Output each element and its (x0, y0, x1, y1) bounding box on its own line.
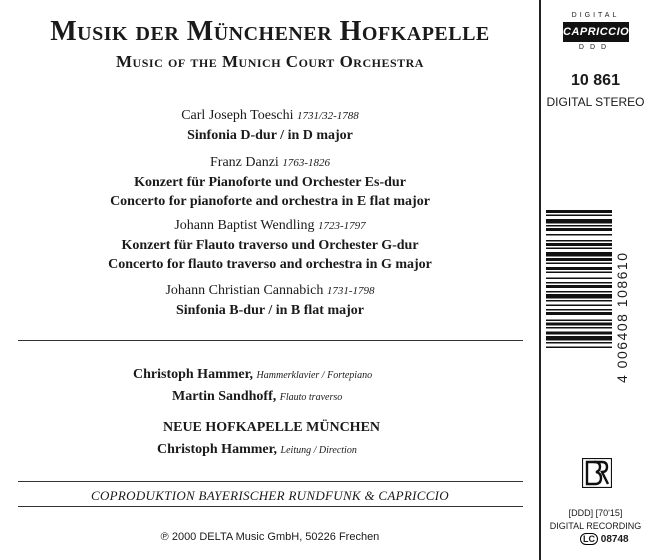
composer-dates: 1723-1797 (318, 220, 366, 232)
barcode-bar (546, 282, 612, 284)
performer-name: Martin Sandhoff, (172, 389, 277, 404)
barcode-bar (546, 300, 612, 302)
performer-name: Christoph Hammer, (133, 367, 254, 382)
barcode-bar (546, 332, 612, 335)
work-title: Konzert für Pianoforte und Orchester Es-dur (134, 175, 406, 190)
composer-dates: 1731-1798 (326, 285, 375, 297)
ensemble-name: NEUE HOFKAPELLE MÜNCHEN (163, 420, 381, 435)
barcode-bar (546, 272, 612, 274)
barcode-bar (546, 228, 612, 231)
barcode-bar (546, 320, 612, 322)
composer-name: Johann Christian Cannabich (165, 283, 324, 298)
barcode-bar (546, 278, 612, 280)
ddd-label: DDD (578, 44, 613, 51)
barcode-bar (546, 258, 612, 261)
barcode-bar (546, 234, 612, 236)
divider (18, 340, 523, 341)
performer-line (133, 365, 372, 385)
work-block (0, 153, 540, 211)
composer-name: Johann Baptist Wendling (174, 218, 315, 233)
barcode-bar (546, 252, 612, 257)
copyright-notice: ℗ 2000 DELTA Music GmbH, 50226 Frechen (160, 531, 380, 543)
album-title: Musik der Münchener Hofkapelle (50, 16, 490, 47)
ddd-time-label: [DDD] [70'15] (568, 508, 623, 518)
barcode-bar (546, 323, 612, 326)
work-title-en: Concerto for flauto traverso and orchestra in G major (108, 257, 432, 272)
barcode-bar (546, 285, 612, 288)
performer-line (172, 387, 342, 407)
barcode-bar (546, 225, 612, 227)
digital-label: DIGITAL (571, 12, 620, 19)
barcode-bar (546, 336, 612, 341)
barcode-number: 4 006408 108610 (614, 251, 630, 383)
barcode-bar (546, 219, 612, 224)
digital-recording-label: DIGITAL RECORDING (549, 521, 642, 531)
divider (18, 481, 523, 482)
work-block (0, 216, 540, 274)
barcode-bar (546, 215, 612, 217)
work-title-en: Concerto for pianoforte and orchestra in E flat major (110, 194, 430, 209)
conductor-line (157, 440, 357, 460)
work-title: Sinfonia B-dur / in B flat major (176, 303, 364, 318)
capriccio-logo: CAPRICCIO (563, 22, 629, 42)
composer-name: Carl Joseph Toeschi (181, 108, 294, 123)
digital-stereo-label: DIGITAL STEREO (546, 95, 645, 109)
work-title: Konzert für Flauto traverso und Orchester G-dur (121, 238, 419, 253)
album-subtitle: Music of the Munich Court Orchestra (116, 52, 424, 71)
conductor-name: Christoph Hammer, (157, 442, 278, 457)
coproduction-text: COPRODUKTION BAYERISCHER RUNDFUNK & CAPRICCIO (91, 488, 449, 503)
barcode-bar (546, 210, 612, 213)
br-logo-icon (582, 458, 612, 488)
barcode-bar (546, 291, 612, 293)
conductor-role: Leitung / Direction (280, 445, 357, 456)
composer-dates: 1763-1826 (282, 157, 330, 169)
catalog-number: 10 861 (571, 72, 620, 89)
composer-name: Franz Danzi (210, 155, 279, 170)
work-title: Sinfonia D-dur / in D major (187, 128, 353, 143)
barcode-bar (546, 327, 612, 329)
work-block (0, 281, 540, 320)
barcode (546, 210, 616, 425)
barcode-bar (546, 309, 612, 311)
barcode-bar (546, 263, 612, 265)
performer-role: Flauto traverso (279, 392, 343, 403)
barcode-bar (546, 243, 612, 246)
label-code (580, 533, 629, 545)
composer-dates: 1731/32-1788 (297, 110, 359, 122)
barcode-bar (546, 248, 612, 250)
barcode-bar (546, 342, 612, 344)
lc-number: 08748 (600, 534, 629, 545)
divider (18, 506, 523, 507)
barcode-bar (546, 305, 612, 307)
barcode-bar (546, 347, 612, 349)
barcode-bar (546, 240, 612, 242)
performer-role: Hammerklavier / Fortepiano (256, 370, 373, 381)
lc-badge: LC (580, 533, 598, 545)
barcode-bar (546, 294, 612, 299)
work-block (0, 106, 540, 145)
barcode-bar (546, 267, 612, 270)
barcode-bar (546, 312, 612, 315)
